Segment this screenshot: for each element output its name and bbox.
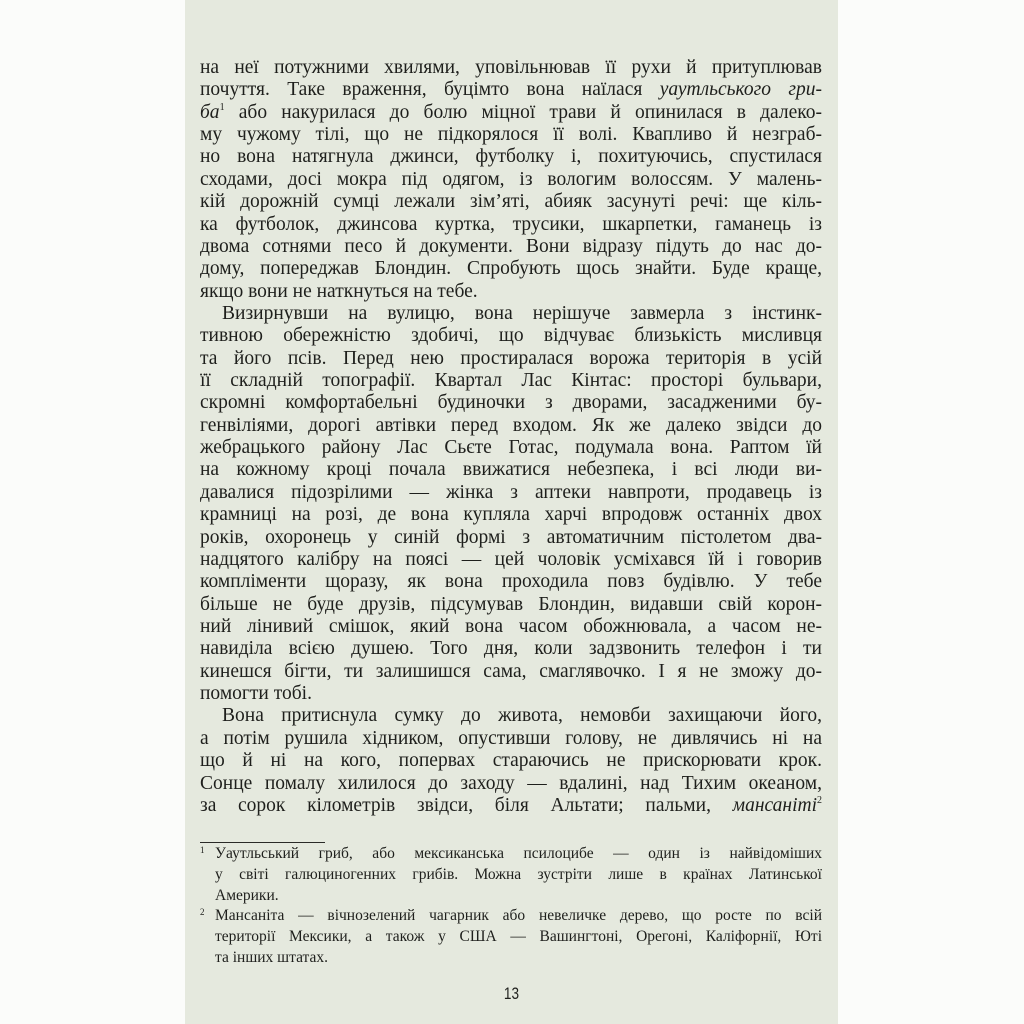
footnote-line: у світі галюциногенних грибів. Можна зустріти лише в країнах Латинської bbox=[215, 865, 822, 883]
text-span: компліменти щоразу, як вона проходила повз будівлю. У тебе bbox=[200, 571, 822, 593]
text-span: му чужому тілі, що не підкорялося її волі. Квапливо й незграб- bbox=[200, 124, 822, 146]
text-line bbox=[200, 661, 822, 683]
text-line bbox=[200, 527, 822, 549]
text-line bbox=[200, 616, 822, 638]
text-span: якщо вони не наткнуться на тебе. bbox=[200, 280, 478, 302]
footnote-ref: 1 bbox=[219, 101, 225, 113]
footnote-line: та інших штатах. bbox=[215, 948, 329, 966]
text-line bbox=[200, 571, 822, 593]
book-page bbox=[185, 0, 838, 1024]
footnote-line: Уаутльський гриб, або мексиканська псилоцибе — один із найвідоміших bbox=[215, 845, 822, 862]
text-span: на неї потужними хвилями, уповільнював її рухи й притуплював bbox=[200, 57, 822, 78]
text-line bbox=[200, 728, 822, 750]
footnote-divider bbox=[200, 842, 325, 843]
text-line bbox=[200, 191, 822, 213]
page-number: 13 bbox=[503, 984, 520, 1003]
text-line bbox=[200, 303, 822, 325]
text-line bbox=[200, 124, 822, 146]
text-span: кій дорожній сумці лежали зім’яті, абияк засунуті речі: ще кіль- bbox=[200, 191, 822, 213]
text-span: надцятого калібру на поясі — цей чоловік усміхався їй і говорив bbox=[200, 548, 822, 570]
text-line bbox=[200, 370, 822, 392]
text-line bbox=[200, 459, 822, 481]
text-line bbox=[200, 638, 822, 660]
text-span: Вона притиснула сумку до живота, немовби захищаючи його, bbox=[222, 705, 822, 727]
text-span: дому, попереджав Блондин. Спробують щось знайти. Буде краще, bbox=[200, 258, 822, 280]
text-span: жебрацького району Лас Сьєте Готас, подумала вона. Раптом їй bbox=[200, 437, 822, 459]
text-span: почуття. Таке враження, буцімто вона наїлася bbox=[200, 79, 660, 101]
text-line bbox=[200, 392, 822, 414]
text-span: ний лінивий смішок, який вона часом обожнювала, а часом не- bbox=[200, 615, 822, 637]
text-span: а потім рушила хідником, опустивши голову, не дивлячись ні на bbox=[200, 727, 822, 749]
text-span: Визирнувши на вулицю, вона нерішуче завмерла з інстинк- bbox=[222, 302, 822, 324]
text-line bbox=[200, 773, 822, 795]
text-span: давалися підозрілими — жінка з аптеки навпроти, продавець із bbox=[200, 481, 822, 503]
footnote-number: 2 bbox=[200, 907, 205, 918]
text-line bbox=[200, 504, 822, 526]
text-line bbox=[200, 683, 822, 705]
text-line bbox=[200, 348, 822, 370]
text-line bbox=[200, 102, 822, 124]
text-span: крамниці на розі, де вона купляла харчі впродовж останніх двох bbox=[200, 504, 822, 526]
text-span: тивною обережністю здобичі, що відчуває близькість мисливця bbox=[200, 325, 822, 347]
footnote-line: Америки. bbox=[215, 886, 279, 904]
text-span: навиділа всією душею. Того дня, коли задзвонить телефон і ти bbox=[200, 638, 822, 660]
text-span: генвіліями, дорогі автівки перед входом. Як же далеко звідси до bbox=[200, 414, 822, 436]
footnote-line: території Мексики, а також у США — Вашингтоні, Орегоні, Каліфорнії, Юті bbox=[215, 928, 822, 946]
text-line bbox=[200, 482, 822, 504]
text-line bbox=[200, 79, 822, 101]
text-line bbox=[200, 795, 822, 817]
italic-text: мансаніті bbox=[732, 794, 817, 816]
text-line bbox=[200, 57, 822, 79]
text-line bbox=[200, 169, 822, 191]
text-line bbox=[200, 549, 822, 571]
footnote bbox=[200, 844, 822, 906]
text-span: та його псів. Перед нею простиралася ворожа територія в усій bbox=[200, 347, 822, 369]
text-span: кинешся бігти, ти залишишся сама, смаглявочко. І я не зможу до- bbox=[200, 660, 822, 682]
text-span: Сонце помалу хилилося до заходу — вдалині, над Тихим океаном, bbox=[200, 772, 822, 794]
text-line bbox=[200, 325, 822, 347]
text-span: помогти тобі. bbox=[200, 683, 312, 705]
body-text bbox=[200, 57, 822, 817]
footnote bbox=[200, 906, 822, 968]
footnotes bbox=[200, 844, 822, 969]
text-span: ка футболок, джинсова куртка, трусики, шкарпетки, гаманець із bbox=[200, 213, 822, 235]
italic-text: ба bbox=[200, 101, 220, 123]
text-line bbox=[200, 705, 822, 727]
text-line bbox=[200, 281, 822, 303]
text-line bbox=[200, 146, 822, 168]
text-span: більше не буде друзів, підсумував Блондин, видавши свій корон- bbox=[200, 593, 822, 615]
text-line bbox=[200, 415, 822, 437]
text-line bbox=[200, 750, 822, 772]
text-span: на кожному кроці почала ввижатися небезпека, і всі люди ви- bbox=[200, 459, 822, 481]
footnote-ref: 2 bbox=[817, 794, 822, 806]
text-span: за сорок кілометрів звідси, біля Альтати; пальми, bbox=[200, 794, 733, 816]
text-span: її складній топографії. Квартал Лас Кінтас: просторі бульвари, bbox=[200, 370, 822, 392]
text-span: років, охоронець у синій формі з автоматичним пістолетом два- bbox=[200, 526, 822, 548]
text-line bbox=[200, 258, 822, 280]
italic-text: уаутльського гри- bbox=[659, 79, 822, 101]
text-line bbox=[200, 214, 822, 236]
text-span: що й ні на кого, попервах стараючись не прискорювати крок. bbox=[200, 750, 822, 772]
text-line bbox=[200, 437, 822, 459]
text-span: двома сотнями песо й документи. Вони відразу підуть до нас до- bbox=[200, 235, 822, 257]
text-span: но вона натягнула джинси, футболку і, похитуючись, спустилася bbox=[200, 146, 822, 168]
text-line bbox=[200, 236, 822, 258]
text-span: скромні комфортабельні будиночки з дворами, засадженими бу- bbox=[200, 392, 822, 414]
footnote-number: 1 bbox=[200, 845, 205, 855]
text-span: сходами, досі мокра під одягом, із вологим волоссям. У малень- bbox=[200, 168, 822, 190]
text-line bbox=[200, 594, 822, 616]
text-span: або накурилася до болю міцної трави й опинилася в далеко- bbox=[224, 101, 822, 123]
footnote-line: Мансаніта — вічнозелений чагарник або невеличке дерево, що росте по всій bbox=[215, 907, 822, 925]
